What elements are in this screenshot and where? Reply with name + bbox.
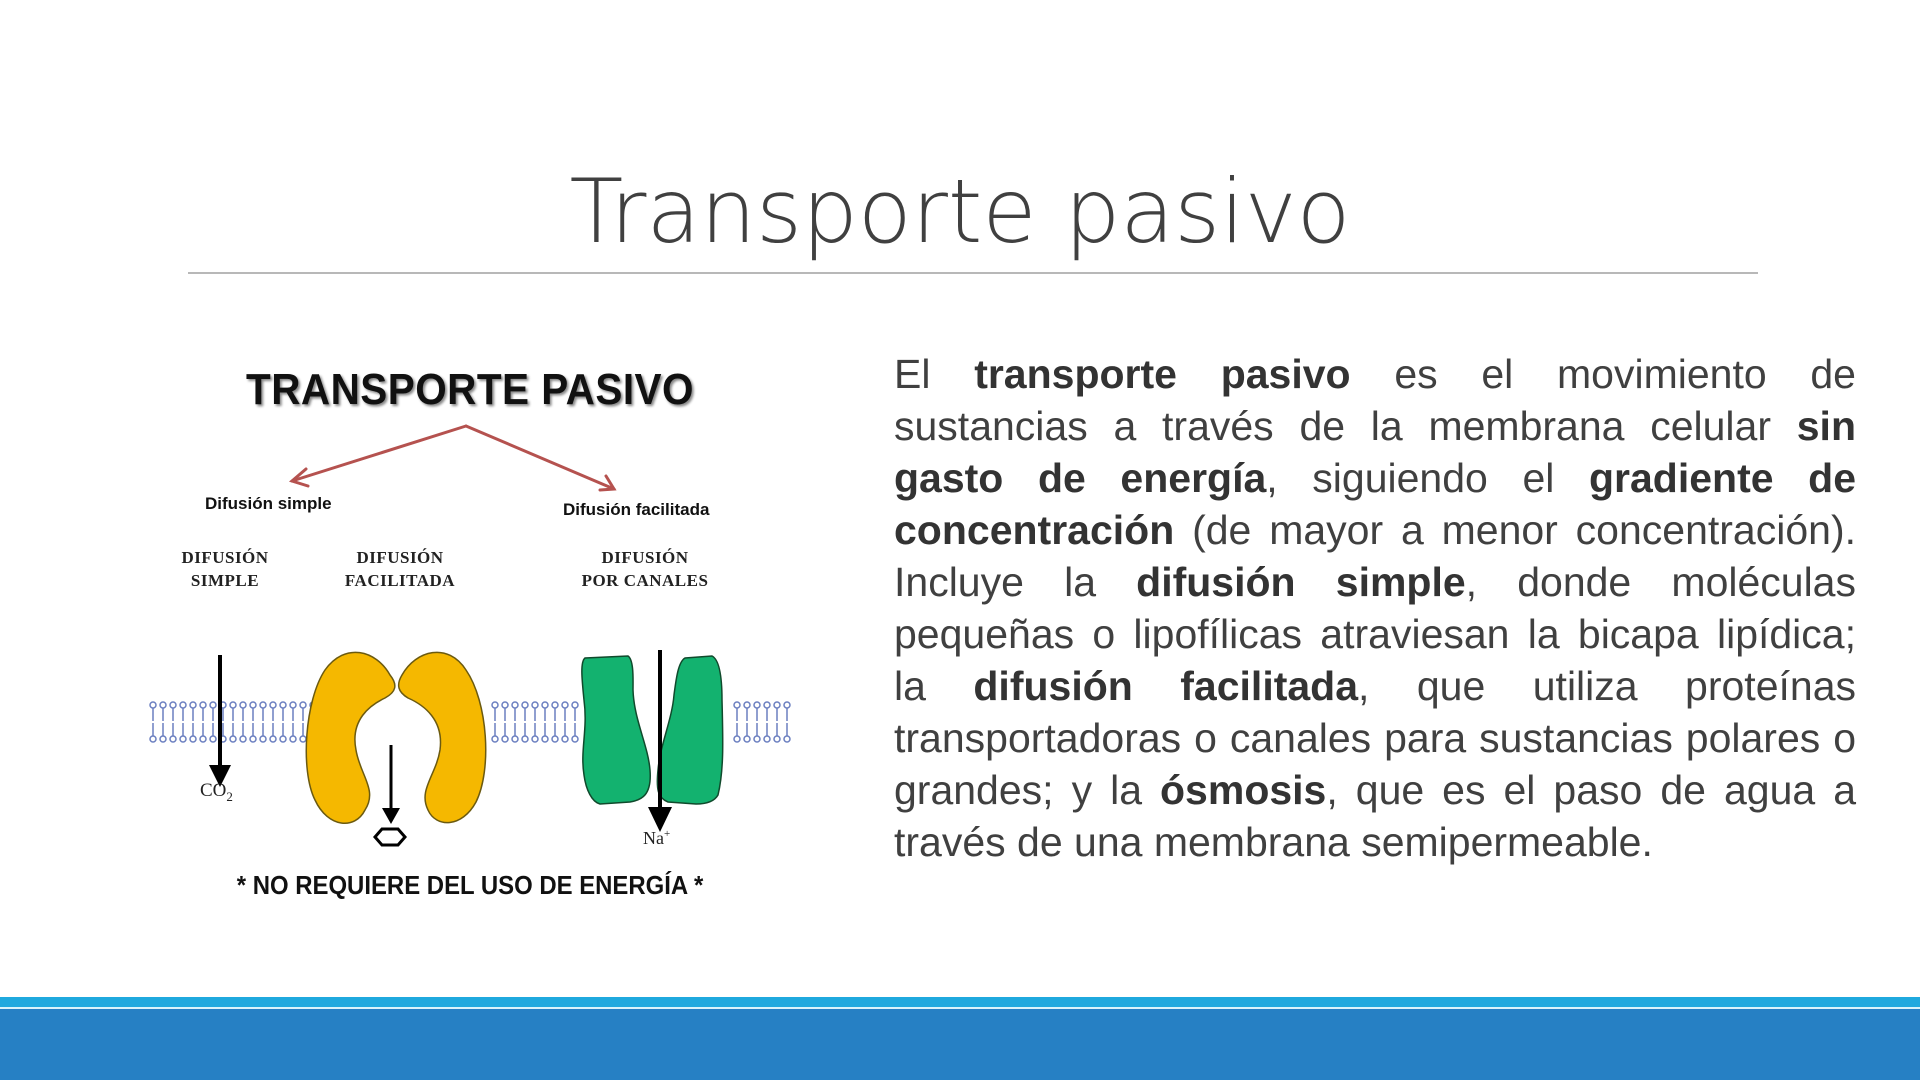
body-text-run: , donde moléculas pequeñas o lipofílicas atraviesan la bicapa lipídica; la: [894, 559, 1856, 709]
body-emphasis: sin gasto de energía: [894, 403, 1856, 501]
body-paragraph: [894, 348, 1856, 868]
carrier-protein-icon: [306, 652, 485, 823]
body-text-run: es el movimiento de sustancias a través de la membrana celular: [894, 351, 1856, 449]
body-text-run: , que es el paso de agua a través de una membrana semipermeable.: [894, 767, 1856, 865]
footer-band-dark: [0, 1009, 1920, 1080]
glucose-hexagon-icon: [375, 829, 405, 845]
title-divider: [188, 272, 1758, 274]
branch-label-simple: Difusión simple: [205, 494, 332, 513]
co2-label: $CO_2$: [200, 780, 233, 804]
body-emphasis: gradiente de concentración: [894, 455, 1856, 553]
lipid-bilayer-icon: [140, 350, 820, 920]
facilitated-diffusion-arrow-icon: [382, 745, 400, 824]
body-text-run: , que utiliza proteínas transportadoras o canales para sustancias polares o grandes; y la: [894, 663, 1856, 813]
body-emphasis: difusión simple: [1136, 559, 1466, 605]
column-label-simple: DIFUSIÓN SIMPLE: [181, 548, 269, 590]
branch-label-facilitated: Difusión facilitada: [563, 500, 710, 519]
slide-title: Transporte pasivo: [569, 160, 1351, 263]
channel-protein-icon: [582, 656, 723, 804]
na-label: Na+: [643, 828, 671, 848]
body-text-run: , siguiendo el: [1266, 455, 1589, 501]
diagram-heading: TRANSPORTE PASIVO: [246, 365, 694, 414]
body-emphasis: ósmosis: [1160, 767, 1327, 813]
diagram-footer-note: * NO REQUIERE DEL USO DE ENERGÍA *: [236, 870, 704, 900]
column-label-channels: DIFUSIÓN POR CANALES: [581, 548, 709, 590]
body-emphasis: transporte pasivo: [974, 351, 1351, 397]
column-label-facilitated: DIFUSIÓN FACILITADA: [344, 548, 456, 590]
passive-transport-diagram: [140, 350, 820, 920]
footer-band-light: [0, 997, 1920, 1007]
body-emphasis: difusión facilitada: [973, 663, 1359, 709]
body-text-run: (de mayor a menor concentración). Incluye la: [894, 507, 1856, 605]
body-text-run: El: [894, 351, 975, 397]
